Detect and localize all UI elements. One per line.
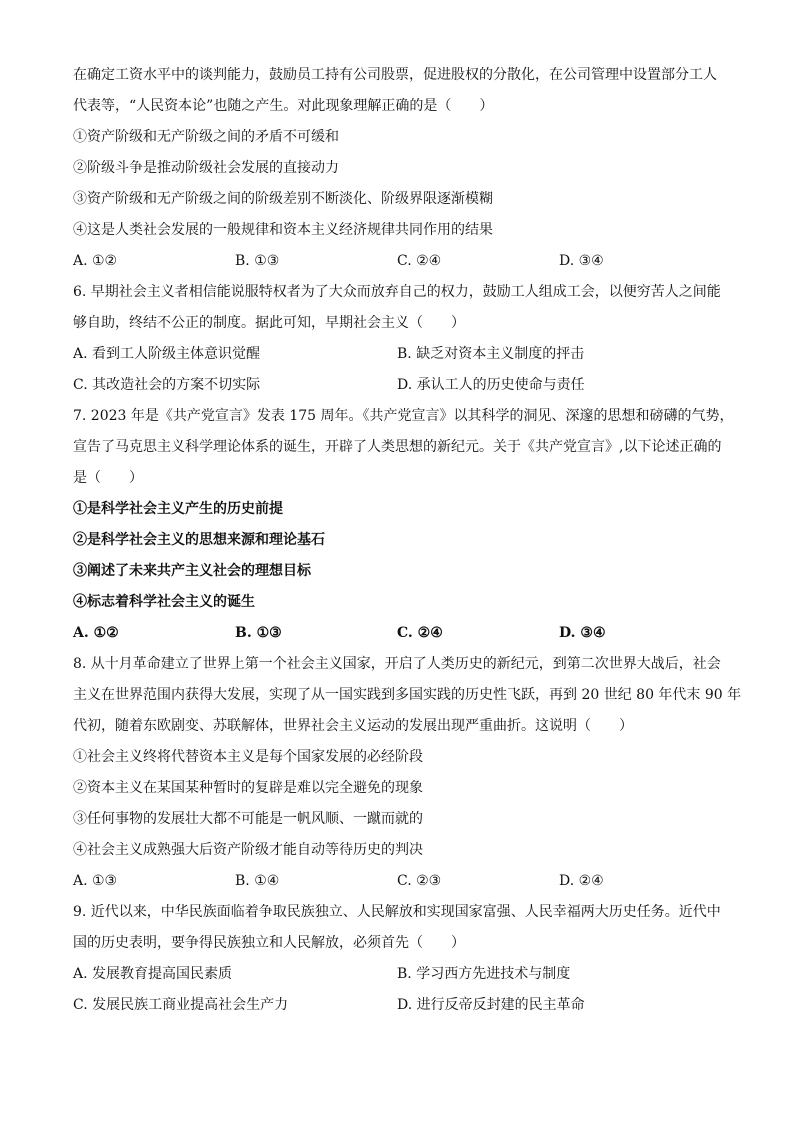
option-d[interactable]: D. 承认工人的历史使命与责任	[397, 377, 585, 393]
option-a[interactable]: A. 看到工人阶级主体意识觉醒	[73, 346, 261, 362]
option-b[interactable]: B. 学习西方先进技术与制度	[397, 966, 571, 982]
option-b[interactable]: B. 缺乏对资本主义制度的抨击	[397, 346, 585, 362]
option-c[interactable]: C. ②④	[397, 253, 442, 269]
statement: ②资本主义在某国某种暂时的复辟是难以完全避免的现象	[73, 780, 423, 796]
statement: ①资产阶级和无产阶级之间的矛盾不可缓和	[73, 129, 339, 145]
statement: ③资产阶级和无产阶级之间的阶级差别不断淡化、阶级界限逐渐模糊	[73, 191, 493, 207]
answer-options	[73, 246, 723, 277]
option-a[interactable]: A. ①②	[73, 625, 119, 641]
question-stem-line: 在确定工资水平中的谈判能力，鼓励员工持有公司股票，促进股权的分散化，在公司管理中设置部分工人	[73, 67, 717, 83]
question-stem-line: 宣告了马克思主义科学理论体系的诞生，开辟了人类思想的新纪元。关于《共产党宣言》,以下论述正确的	[73, 439, 722, 455]
option-c[interactable]: C. ②③	[397, 873, 442, 889]
question-8	[73, 649, 742, 897]
statement: ②是科学社会主义的思想来源和理论基石	[73, 532, 325, 548]
option-b[interactable]: B. ①③	[235, 253, 280, 269]
statement: ④这是人类社会发展的一般规律和资本主义经济规律共同作用的结果	[73, 222, 493, 238]
question-stem-line: 代表等，“人民资本论”也随之产生。对此现象理解正确的是（ ）	[73, 98, 494, 114]
option-a[interactable]: A. ①②	[73, 253, 118, 269]
question-stem-line: 国的历史表明，要争得民族独立和人民解放，必须首先（ ）	[73, 935, 465, 951]
question-stem-line: 9. 近代以来，中华民族面临着争取民族独立、人民解放和实现国家富强、人民幸福两大历史任务。近代中	[73, 904, 721, 920]
option-a[interactable]: A. ①③	[73, 873, 118, 889]
option-b[interactable]: B. ①③	[235, 625, 282, 641]
statement: ③阐述了未来共产主义社会的理想目标	[73, 563, 311, 579]
option-b[interactable]: B. ①④	[235, 873, 280, 889]
question-stem-line: 7. 2023 年是《共产党宣言》发表 175 周年。《共产党宣言》以其科学的洞见、深邃的思想和磅礴的气势，	[73, 408, 734, 424]
statement: ④社会主义成熟强大后资产阶级才能自动等待历史的判决	[73, 842, 423, 858]
exam-page	[73, 60, 742, 1021]
question-5	[73, 60, 723, 277]
question-stem-line: 代初，随着东欧剧变、苏联解体，世界社会主义运动的发展出现严重曲折。这说明（ ）	[73, 718, 633, 734]
option-a[interactable]: A. 发展教育提高国民素质	[73, 966, 233, 982]
option-c[interactable]: C. 其改造社会的方案不切实际	[73, 377, 261, 393]
answer-options	[73, 339, 723, 370]
statement: ①社会主义终将代替资本主义是每个国家发展的必经阶段	[73, 749, 423, 765]
option-c[interactable]: C. ②④	[397, 625, 443, 641]
option-d[interactable]: D. ③④	[559, 253, 604, 269]
statement: ③任何事物的发展壮大都不可能是一帆风顺、一蹴而就的	[73, 811, 423, 827]
option-c[interactable]: C. 发展民族工商业提高社会生产力	[73, 997, 289, 1013]
answer-options	[73, 618, 723, 649]
statement: ①是科学社会主义产生的历史前提	[73, 501, 283, 517]
question-6	[73, 277, 723, 401]
statement: ④标志着科学社会主义的诞生	[73, 594, 255, 610]
answer-options	[73, 990, 723, 1021]
question-9	[73, 897, 723, 1021]
question-stem-line: 8. 从十月革命建立了世界上第一个社会主义国家，开启了人类历史的新纪元，到第二次世界大战后，社会	[73, 656, 721, 672]
question-7	[73, 401, 734, 649]
answer-options	[73, 866, 723, 897]
question-stem-line: 主义在世界范围内获得大发展，实现了从一国实践到多国实践的历史性飞跃，再到 20 世纪 80 年代末 90 年	[73, 687, 742, 703]
question-stem-line: 6. 早期社会主义者相信能说服特权者为了大众而放弃自己的权力，鼓励工人组成工会，以便穷苦人之间能	[73, 284, 721, 300]
question-stem-line: 是（ ）	[73, 470, 143, 486]
statement: ②阶级斗争是推动阶级社会发展的直接动力	[73, 160, 339, 176]
option-d[interactable]: D. ②④	[559, 873, 604, 889]
answer-options	[73, 959, 723, 990]
option-d[interactable]: D. 进行反帝反封建的民主革命	[397, 997, 585, 1013]
question-stem-line: 够自助，终结不公正的制度。据此可知，早期社会主义（ ）	[73, 315, 465, 331]
option-d[interactable]: D. ③④	[559, 625, 606, 641]
answer-options	[73, 370, 723, 401]
